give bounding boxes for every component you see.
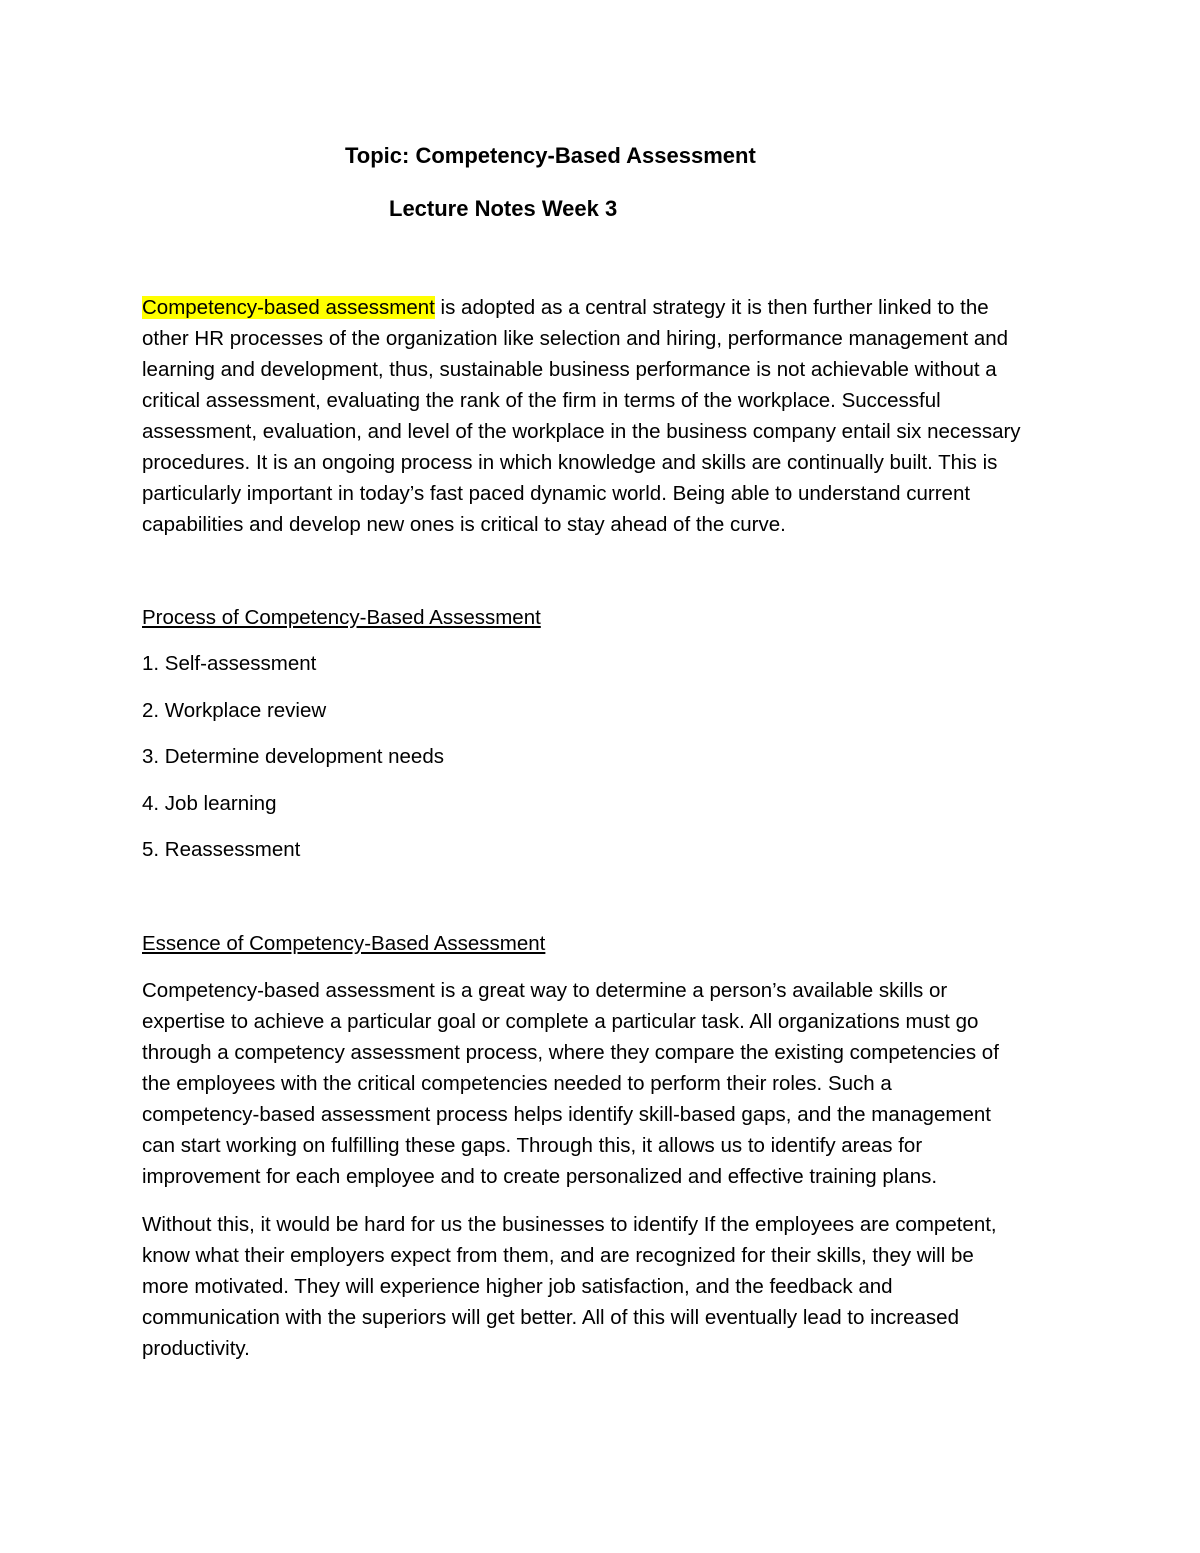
essence-line: productivity. <box>142 1337 250 1360</box>
essence-line: through a competency assessment process, where they compare the existing competencies of <box>142 1041 999 1064</box>
document-subtitle: Lecture Notes Week 3 <box>389 196 618 221</box>
essence-paragraph-1 <box>142 975 1072 1192</box>
intro-line: capabilities and develop new ones is critical to stay ahead of the curve. <box>142 513 786 536</box>
intro-line: particularly important in today’s fast paced dynamic world. Being able to understand current <box>142 482 971 505</box>
essence-line: Competency-based assessment is a great way to determine a person’s available skills or <box>142 979 948 1002</box>
intro-line <box>142 292 1072 323</box>
intro-paragraph <box>142 292 1072 540</box>
list-item: 2. Workplace review <box>142 698 327 722</box>
list-item: 4. Job learning <box>142 791 277 815</box>
process-heading: Process of Competency-Based Assessment <box>142 606 541 629</box>
process-list <box>142 648 444 881</box>
list-item: 1. Self-assessment <box>142 652 317 675</box>
essence-line: communication with the superiors will get better. All of this will eventually lead to increased <box>142 1306 959 1329</box>
intro-line: assessment, evaluation, and level of the workplace in the business company entail six necessary <box>142 420 1021 443</box>
essence-line: competency-based assessment process helps identify skill-based gaps, and the management <box>142 1103 991 1126</box>
intro-line: learning and development, thus, sustainable business performance is not achievable without a <box>142 358 997 381</box>
essence-line: expertise to achieve a particular goal or complete a particular task. All organizations must go <box>142 1010 979 1033</box>
essence-line: Without this, it would be hard for us the businesses to identify If the employees are competent, <box>142 1213 997 1236</box>
list-item: 3. Determine development needs <box>142 745 444 769</box>
intro-line: procedures. It is an ongoing process in which knowledge and skills are continually built. This is <box>142 451 998 474</box>
list-item: 5. Reassessment <box>142 838 301 862</box>
intro-line: other HR processes of the organization like selection and hiring, performance management and <box>142 327 1009 350</box>
essence-heading: Essence of Competency-Based Assessment <box>142 932 546 955</box>
document-title: Topic: Competency-Based Assessment <box>345 143 756 168</box>
intro-first-line-rest: is adopted as a central strategy it is then further linked to the <box>434 296 989 319</box>
highlighted-term: Competency-based assessment <box>142 296 435 319</box>
essence-line: the employees with the critical competencies needed to perform their roles. Such a <box>142 1072 892 1095</box>
essence-line: can start working on fulfilling these gaps. Through this, it allows us to identify areas for <box>142 1134 923 1157</box>
essence-line: improvement for each employee and to create personalized and effective training plans. <box>142 1165 938 1188</box>
essence-paragraph-2 <box>142 1209 1072 1364</box>
intro-line: critical assessment, evaluating the rank of the firm in terms of the workplace. Successful <box>142 389 941 412</box>
essence-line: more motivated. They will experience higher job satisfaction, and the feedback and <box>142 1275 893 1298</box>
essence-line: know what their employers expect from them, and are recognized for their skills, they will be <box>142 1244 974 1267</box>
